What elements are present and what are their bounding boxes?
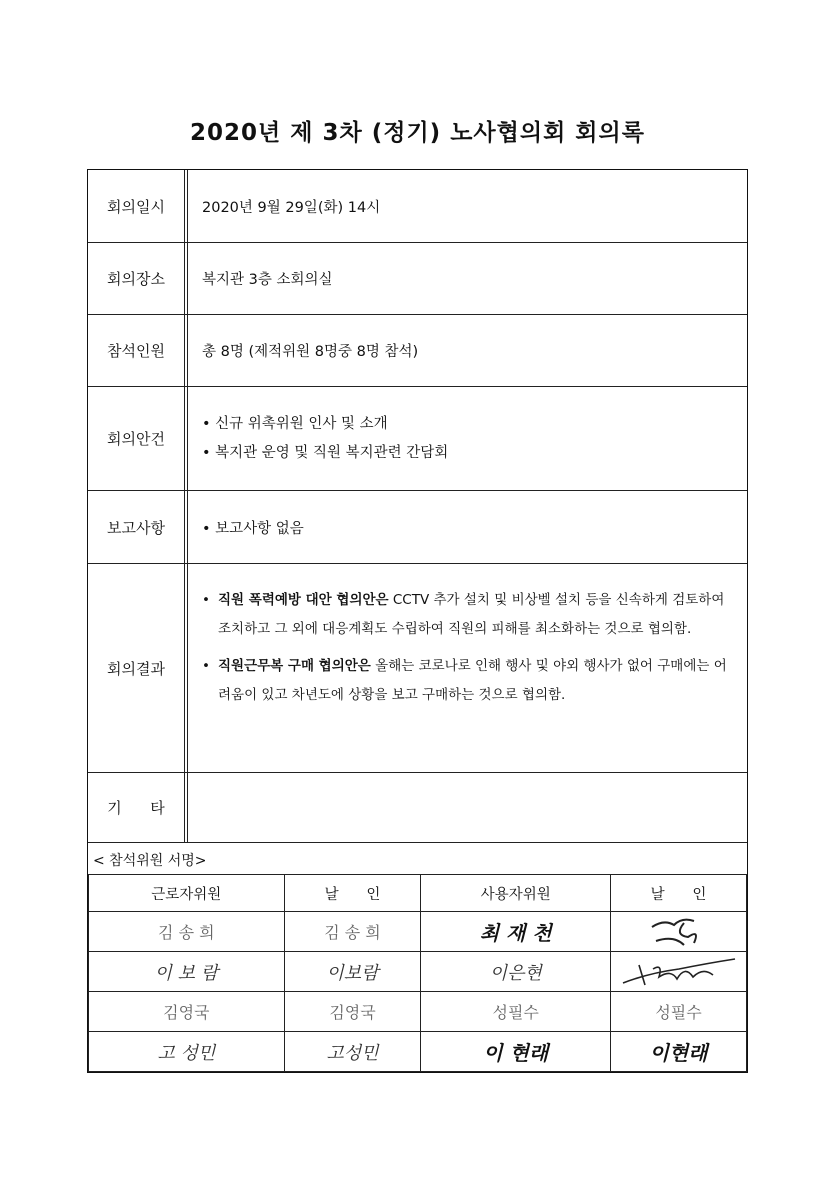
handwritten-signature: 김영국 [163,1003,210,1022]
handwritten-signature: 이현래 [649,1041,708,1065]
result-item-text: CCTV 추가 설치 및 비상벨 설치 등을 신속하게 검토하여 조치하고 그 외에 대응계획도 수립하여 직원의 피해를 최소화하는 것으로 협의함. [218,592,725,637]
handwritten-signature: 이 보 람 [154,962,219,984]
attendees-label: 참석인원 [88,315,188,386]
signature-table [88,874,747,1072]
etc-label: 기 타 [88,773,188,842]
row-etc [88,773,747,843]
row-attendees [88,315,747,387]
agenda-label: 회의안건 [88,387,188,490]
agenda-item: • 신규 위촉위원 인사 및 소개 [202,415,388,432]
signature-heading: < 참석위원 서명> [93,853,207,869]
header-labor-member: 근로자위원 [89,875,285,912]
result-value [188,564,747,772]
handwritten-signature: 성필수 [655,1003,702,1022]
handwritten-signature: 고성민 [326,1042,379,1064]
date-value: 2020년 9월 29일(화) 14시 [202,199,381,216]
header-seal: 날 인 [284,875,421,912]
attendees-value: 총 8명 (제적위원 8명중 8명 참석) [202,344,419,360]
row-agenda [88,387,747,491]
document-title: 2020년 제 3차 (정기) 노사협의회 회의록 [190,120,645,146]
handwritten-signature: 이은현 [489,962,542,984]
report-value: • 보고사항 없음 [202,520,304,537]
bullet: • [202,658,210,674]
scribble-signature-icon [644,915,714,949]
row-date [88,170,747,243]
agenda-value [188,387,747,490]
handwritten-signature: 김 송 희 [158,923,215,942]
handwritten-signature: 김영국 [329,1003,376,1022]
minutes-table [87,169,748,1073]
handwritten-signature: 최 재 천 [479,921,552,945]
signature-row [89,952,747,992]
result-item-text: 올해는 코로나로 인해 행사 및 야외 행사가 없어 구매에는 어려움이 있고 차년도에 상황을 보고 구매하는 것으로 협의함. [218,658,727,703]
scribble-signature-icon [619,955,739,989]
result-item [198,652,737,710]
result-label: 회의결과 [88,564,188,772]
handwritten-signature: 김 송 희 [324,923,381,942]
handwritten-signature: 이보람 [326,962,379,984]
signature-header-row [89,875,747,912]
result-item [198,586,737,644]
bullet: • [202,592,210,608]
handwritten-signature: 이 현래 [483,1041,549,1065]
place-label: 회의장소 [88,243,188,314]
result-item-heading: 직원 폭력예방 대안 협의안은 [218,592,389,608]
handwritten-signature: 고 성민 [157,1042,216,1064]
header-employer-member: 사용자위원 [421,875,611,912]
row-report [88,491,747,564]
agenda-item: • 복지관 운영 및 직원 복지관련 간담회 [202,444,449,461]
result-item-heading: 직원근무복 구매 협의안은 [218,658,371,674]
row-place [88,243,747,315]
place-value: 복지관 3층 소회의실 [202,272,333,288]
signature-row [89,1032,747,1072]
report-label: 보고사항 [88,491,188,563]
signature-row [89,992,747,1032]
row-result [88,564,747,773]
date-label: 회의일시 [88,170,188,242]
header-seal: 날 인 [611,875,747,912]
etc-value [188,773,747,842]
handwritten-signature: 성필수 [492,1003,539,1022]
signature-row [89,912,747,952]
